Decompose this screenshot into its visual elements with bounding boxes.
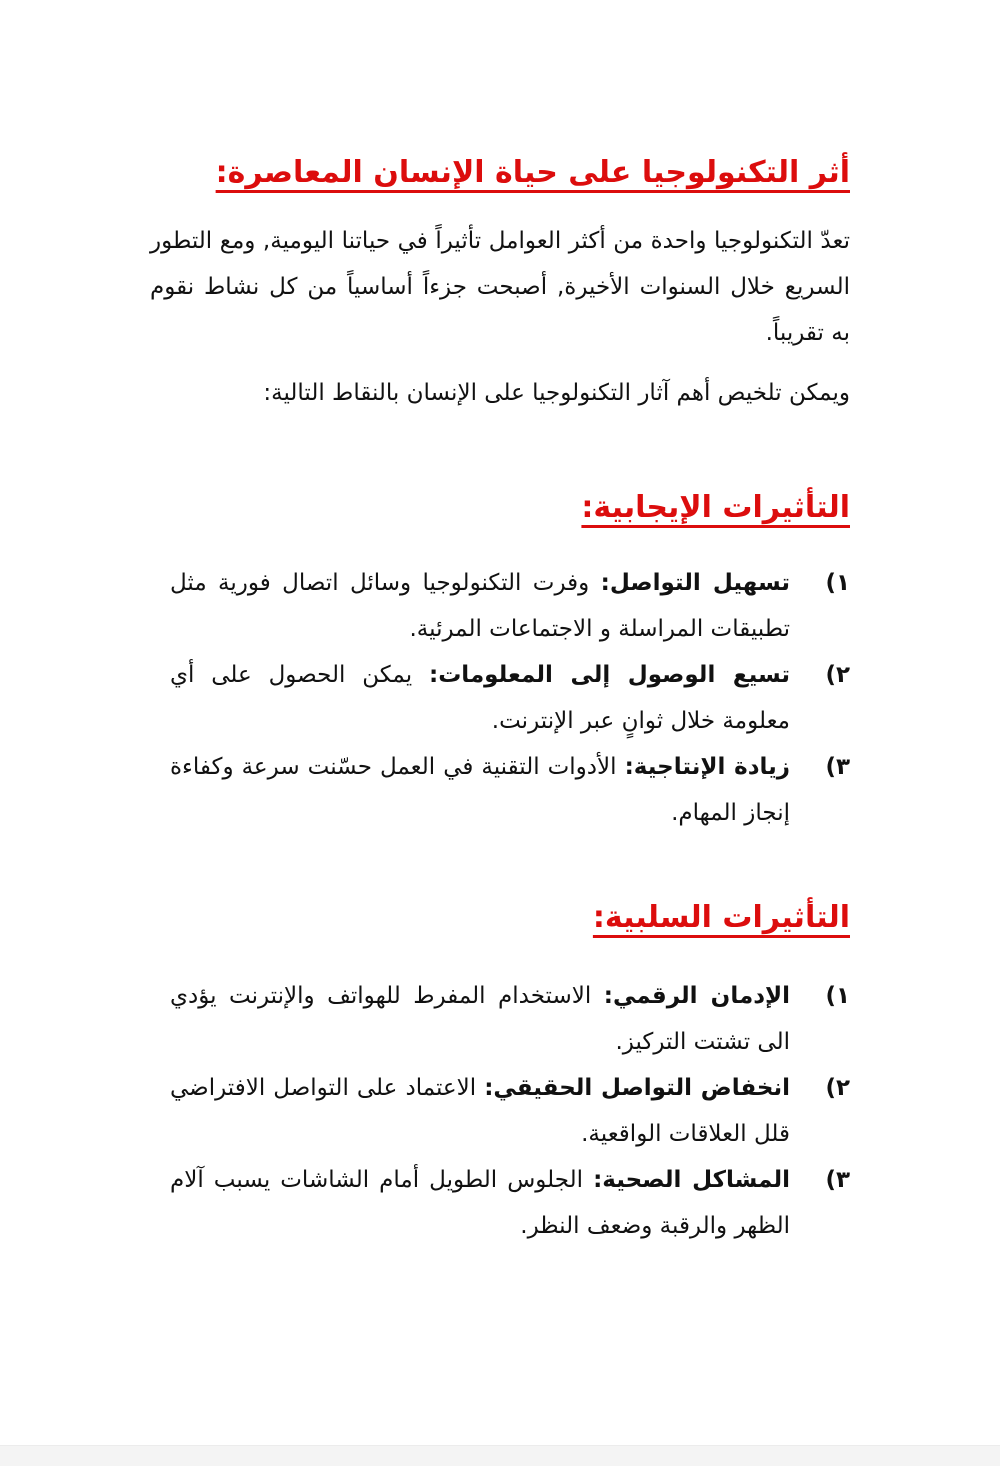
item-text: الاستخدام المفرط للهواتف والإنترنت يؤدي الى تشتت التركيز. — [170, 983, 790, 1055]
item-text: يمكن الحصول على أي معلومة خلال ثوانٍ عبر الإنترنت. — [170, 662, 790, 734]
negative-effects-list — [170, 973, 850, 1249]
item-text: الجلوس الطويل أمام الشاشات يسبب آلام الظهر والرقبة وضعف النظر. — [170, 1167, 790, 1239]
item-number: ١) — [825, 570, 850, 596]
page-bottom-edge — [0, 1445, 1000, 1466]
item-term: تسيع الوصول إلى المعلومات: — [429, 662, 791, 688]
list-item — [170, 973, 850, 1065]
item-term: زيادة الإنتاجية: — [624, 754, 791, 780]
positive-effects-list — [170, 560, 850, 836]
intro-paragraph: تعدّ التكنولوجيا واحدة من أكثر العوامل تأثيراً في حياتنا اليومية, ومع التطور السريع خلال السنوات الأخيرة, أصبحت جزءاً أساسياً من كل نشاط نقوم به تقريباً. — [150, 228, 850, 346]
list-item — [170, 744, 850, 836]
item-number: ١) — [825, 983, 850, 1009]
summary-line: ويمكن تلخيص أهم آثار التكنولوجيا على الإنسان بالنقاط التالية: — [263, 380, 850, 406]
list-item — [170, 1065, 850, 1157]
item-term: المشاكل الصحية: — [593, 1167, 790, 1193]
list-item — [170, 560, 850, 652]
item-term: انخفاض التواصل الحقيقي: — [484, 1075, 790, 1101]
item-number: ٣) — [825, 1167, 850, 1193]
list-item — [170, 652, 850, 744]
item-term: تسهيل التواصل: — [600, 570, 790, 596]
main-heading: أثر التكنولوجيا على حياة الإنسان المعاصرة: — [215, 155, 850, 190]
item-number: ٢) — [825, 1075, 850, 1101]
item-term: الإدمان الرقمي: — [603, 983, 791, 1009]
item-number: ٣) — [825, 754, 850, 780]
negative-effects-heading: التأثيرات السلبية: — [592, 900, 850, 935]
positive-effects-heading: التأثيرات الإيجابية: — [581, 490, 850, 525]
item-text: الأدوات التقنية في العمل حسّنت سرعة وكفاءة إنجاز المهام. — [170, 754, 790, 826]
list-item — [170, 1157, 850, 1249]
item-text: الاعتماد على التواصل الافتراضي قلل العلاقات الواقعية. — [170, 1075, 790, 1147]
item-text: وفرت التكنولوجيا وسائل اتصال فورية مثل تطبيقات المراسلة و الاجتماعات المرئية. — [170, 570, 790, 642]
item-number: ٢) — [825, 662, 850, 688]
